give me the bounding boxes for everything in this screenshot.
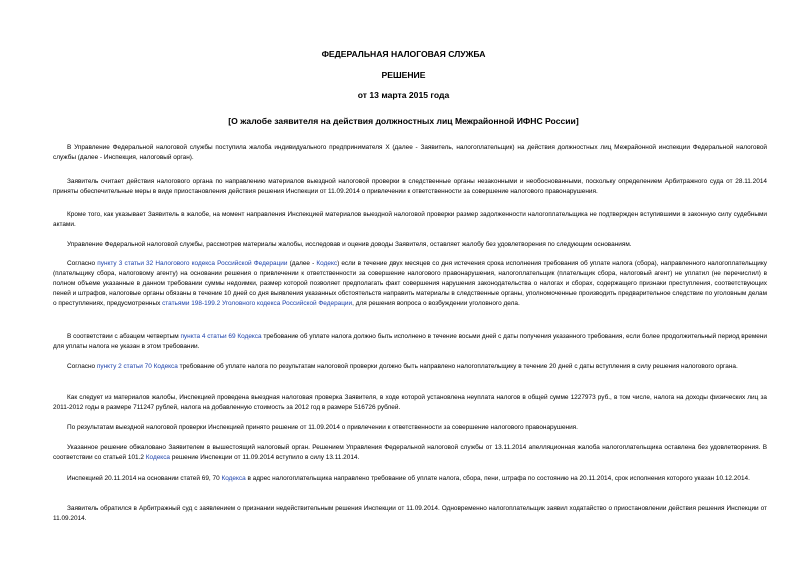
paragraph-10: [53, 443, 767, 463]
paragraph-11: [53, 474, 767, 484]
paragraph-8: [53, 393, 767, 413]
document-date: от 13 марта 2015 года: [357, 90, 450, 100]
document-type: РЕШЕНИЕ: [381, 70, 426, 80]
paragraph-12-text: Заявитель обратился в Арбитражный суд с заявлением о признании недействительным решения Инспекции от 11.09.2014. Одновременно налогоплательщик заявил ходатайство о приостановлении действия решения Инспекции от 11.09.2014.: [53, 505, 767, 522]
link-art70[interactable]: пункту 2 статьи 70 Кодекса: [96, 363, 178, 370]
link-code-art69-70[interactable]: Кодекса: [221, 475, 246, 482]
link-tax-code-art32[interactable]: пункту 3 статьи 32 Налогового кодекса Российской Федерации: [97, 260, 288, 267]
paragraph-5-text-2: (далее -: [287, 260, 317, 267]
paragraph-4-text: Управление Федеральной налоговой службы, рассмотрев материалы жалобы, исследовав и оценив доводы Заявителя, оставляет жалобу без удовлетворения по следующим основаниям.: [67, 241, 632, 248]
document-subject: [О жалобе заявителя на действия должностных лиц Межрайонной ИФНС России]: [228, 116, 579, 126]
link-code[interactable]: Кодекс: [316, 260, 338, 267]
paragraph-8-text: Как следует из материалов жалобы, Инспекцией проведена выездная налоговая проверка Заявителя, в ходе которой установлена неуплата налогов в общей сумме 1227973 руб., в том числе, налога на доходы физических лиц за 2011-2012 годы в размере 711247 рублей, налога на добавленную стоимость за 2012 год в размере 516726 рублей.: [53, 394, 767, 411]
paragraph-2: [53, 177, 767, 197]
link-code-art101[interactable]: Кодекса: [145, 453, 170, 461]
paragraph-9: [53, 423, 767, 433]
link-art69[interactable]: пункта 4 статьи 69 Кодекса: [180, 333, 262, 340]
paragraph-3: [53, 210, 767, 230]
paragraph-5-text-3: ) если в течение двух месяцев со дня истечения срока исполнения требования об уплате налога (сбора), направленного налогоплательщику (плательщику сбора, налоговому агенту) на основании решения о привлечении к ответственности за совершение налогового правонарушения, налогоплательщик (плательщик сбора, налоговый агент) не уплатил (не перечислил) в полном объеме указанные в данном требовании суммы недоимки, размер которой позволяет предполагать факт совершения нарушения законодательства о налогах и сборах, содержащего признаки преступления, соответствующих пеней и штрафов, налоговые органы обязаны в течение 10 дней со дня выявления указанных обстоятельств направить материалы в следственные органы, уполномоченные производить предварительное следствие по уголовным делам о преступлениях, предусмотренных: [53, 260, 767, 307]
paragraph-2-text: Заявитель считает действия налогового органа по направлению материалов выездной налоговой проверки в следственные органы незаконными и необоснованными, поскольку определением Арбитражного суда от 28.11.2014 приняты обеспечительные меры в виде приостановления действия решения Инспекции от 11.09.2014 о привлечении к ответственности за совершение налогового правонарушения.: [53, 178, 767, 195]
link-criminal-code-198[interactable]: статьями 198-199.2 Уголовного кодекса Российской Федерации: [162, 299, 353, 307]
paragraph-11-text-1: Инспекцией 20.11.2014 на основании статей 69, 70: [67, 475, 222, 482]
paragraph-11-text-2: в адрес налогоплательщика направлено требование об уплате налога, сбора, пени, штрафа по состоянию на 20.11.2014, срок исполнения которого указан 10.12.2014.: [245, 475, 750, 482]
paragraph-6-text-1: В соответствии с абзацем четвертым: [67, 333, 181, 340]
paragraph-3-text: Кроме того, как указывает Заявитель в жалобе, на момент направления Инспекцией материалов выездной налоговой проверки размер задолженности налогоплательщика не подтвержден вступившими в законную силу судебными актами.: [53, 211, 767, 228]
paragraph-1-text: В Управление Федеральной налоговой службы поступила жалоба индивидуального предпринимателя Х (далее - Заявитель, налогоплательщик) на действия должностных лиц Межрайонной инспекции Федеральной налоговой службы (далее - Инспекция, налоговый орган).: [53, 144, 767, 161]
paragraph-6: [53, 332, 767, 352]
agency-title: ФЕДЕРАЛЬНАЯ НАЛОГОВАЯ СЛУЖБА: [321, 49, 486, 59]
paragraph-7-text-1: Согласно: [67, 363, 97, 370]
paragraph-10-text-2: решение Инспекции от 11.09.2014 вступило в силу 13.11.2014.: [170, 453, 360, 461]
paragraph-5: [53, 259, 767, 309]
paragraph-7: [53, 362, 767, 372]
paragraph-4: [53, 240, 767, 250]
paragraph-9-text: По результатам выездной налоговой проверки Инспекцией принято решение от 11.09.2014 о привлечении к ответственности за совершение налогового правонарушения.: [67, 424, 578, 431]
paragraph-5-text-4: , для решения вопроса о возбуждении уголовного дела.: [352, 299, 520, 307]
paragraph-1: [53, 143, 767, 163]
paragraph-12: [53, 504, 767, 524]
paragraph-10-text-1: Указанное решение обжаловано Заявителем в вышестоящий налоговый орган. Решением Управления Федеральной налоговой службы от 13.11.2014 апелляционная жалоба налогоплательщика оставлена без удовлетворения. В соответствии со статьей 101.2: [53, 444, 767, 461]
paragraph-7-text-2: требование об уплате налога по результатам налоговой проверки должно быть направлено налогоплательщику в течение 20 дней с даты вступления в силу решения налогового органа.: [177, 363, 738, 370]
paragraph-6-text-2: требование об уплате налога должно быть исполнено в течение восьми дней с даты получения указанного требования, если более продолжительный период времени для уплаты налога не указан в этом требовании.: [53, 333, 767, 350]
paragraph-5-text-1: Согласно: [67, 260, 98, 267]
